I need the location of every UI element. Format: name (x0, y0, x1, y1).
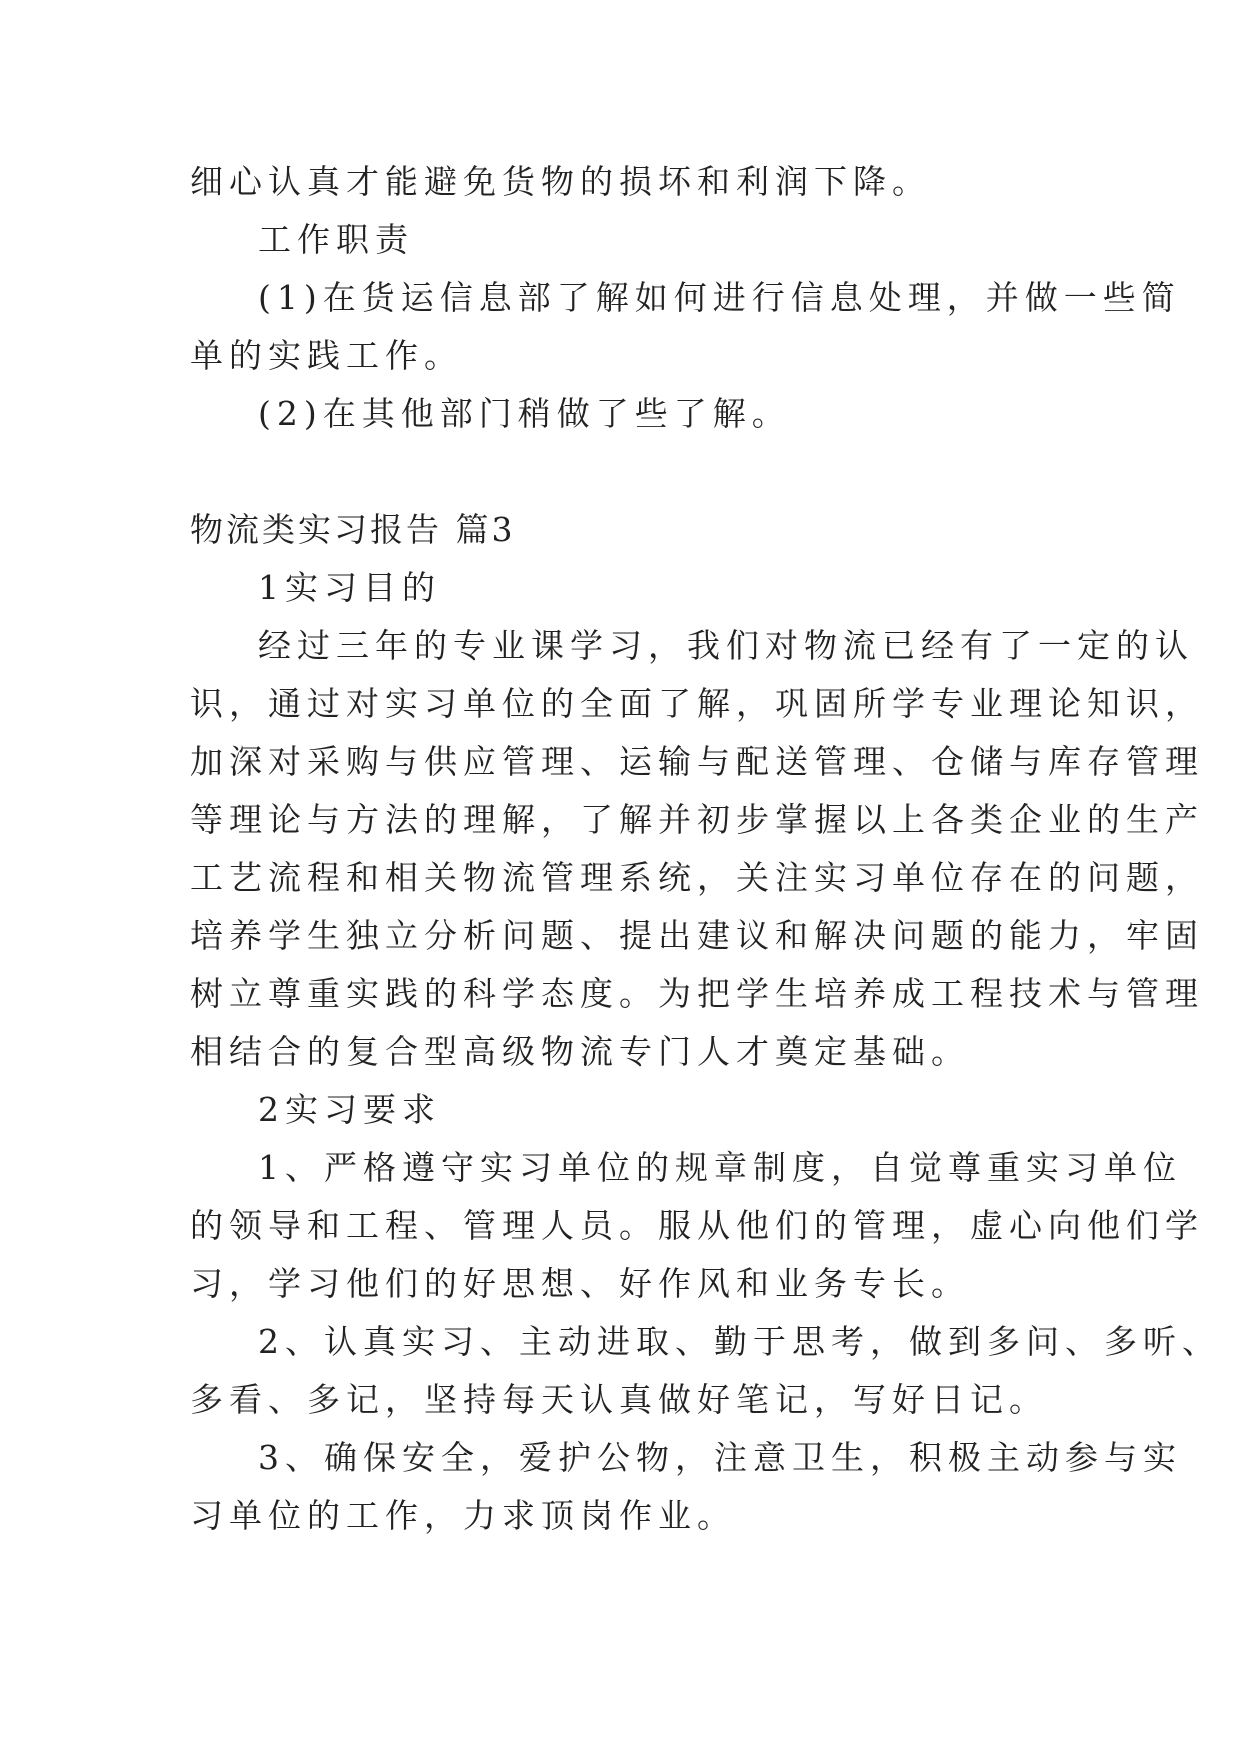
body-text-line: 相结合的复合型高级物流专门人才奠定基础。 (190, 1032, 970, 1071)
section-heading: 2实习要求 (258, 1090, 441, 1129)
body-text-line: (2)在其他部门稍做了些了解。 (258, 394, 791, 433)
body-text-line: 习单位的工作，力求顶岗作业。 (190, 1496, 736, 1535)
body-text-line: 加深对采购与供应管理、运输与配送管理、仓储与库存管理 (190, 742, 1204, 781)
body-text-line: 识，通过对实习单位的全面了解，巩固所学专业理论知识， (190, 684, 1204, 723)
body-text-line: 2、认真实习、主动进取、勤于思考，做到多问、多听、 (258, 1322, 1221, 1361)
body-text-line: 等理论与方法的理解，了解并初步掌握以上各类企业的生产 (190, 800, 1204, 839)
body-text-line: 3、确保安全，爱护公物，注意卫生，积极主动参与实 (258, 1438, 1182, 1477)
body-text-line: 的领导和工程、管理人员。服从他们的管理，虚心向他们学 (190, 1206, 1204, 1245)
body-text-line: 培养学生独立分析问题、提出建议和解决问题的能力，牢固 (190, 916, 1204, 955)
report-title: 物流类实习报告 篇3 (190, 510, 516, 549)
body-text-line: 习，学习他们的好思想、好作风和业务专长。 (190, 1264, 970, 1303)
section-heading: 工作职责 (258, 220, 414, 259)
body-text-line: 单的实践工作。 (190, 336, 463, 375)
body-text-line: 1、严格遵守实习单位的规章制度，自觉尊重实习单位 (258, 1148, 1182, 1187)
body-text-line: 经过三年的专业课学习，我们对物流已经有了一定的认 (258, 626, 1194, 665)
body-text-line: 细心认真才能避免货物的损坏和利润下降。 (190, 162, 931, 201)
body-text-line: 多看、多记，坚持每天认真做好笔记，写好日记。 (190, 1380, 1048, 1419)
section-heading: 1实习目的 (258, 568, 441, 607)
body-text-line: 工艺流程和相关物流管理系统，关注实习单位存在的问题， (190, 858, 1204, 897)
body-text-line: 树立尊重实践的科学态度。为把学生培养成工程技术与管理 (190, 974, 1204, 1013)
body-text-line: (1)在货运信息部了解如何进行信息处理，并做一些简 (258, 278, 1181, 317)
